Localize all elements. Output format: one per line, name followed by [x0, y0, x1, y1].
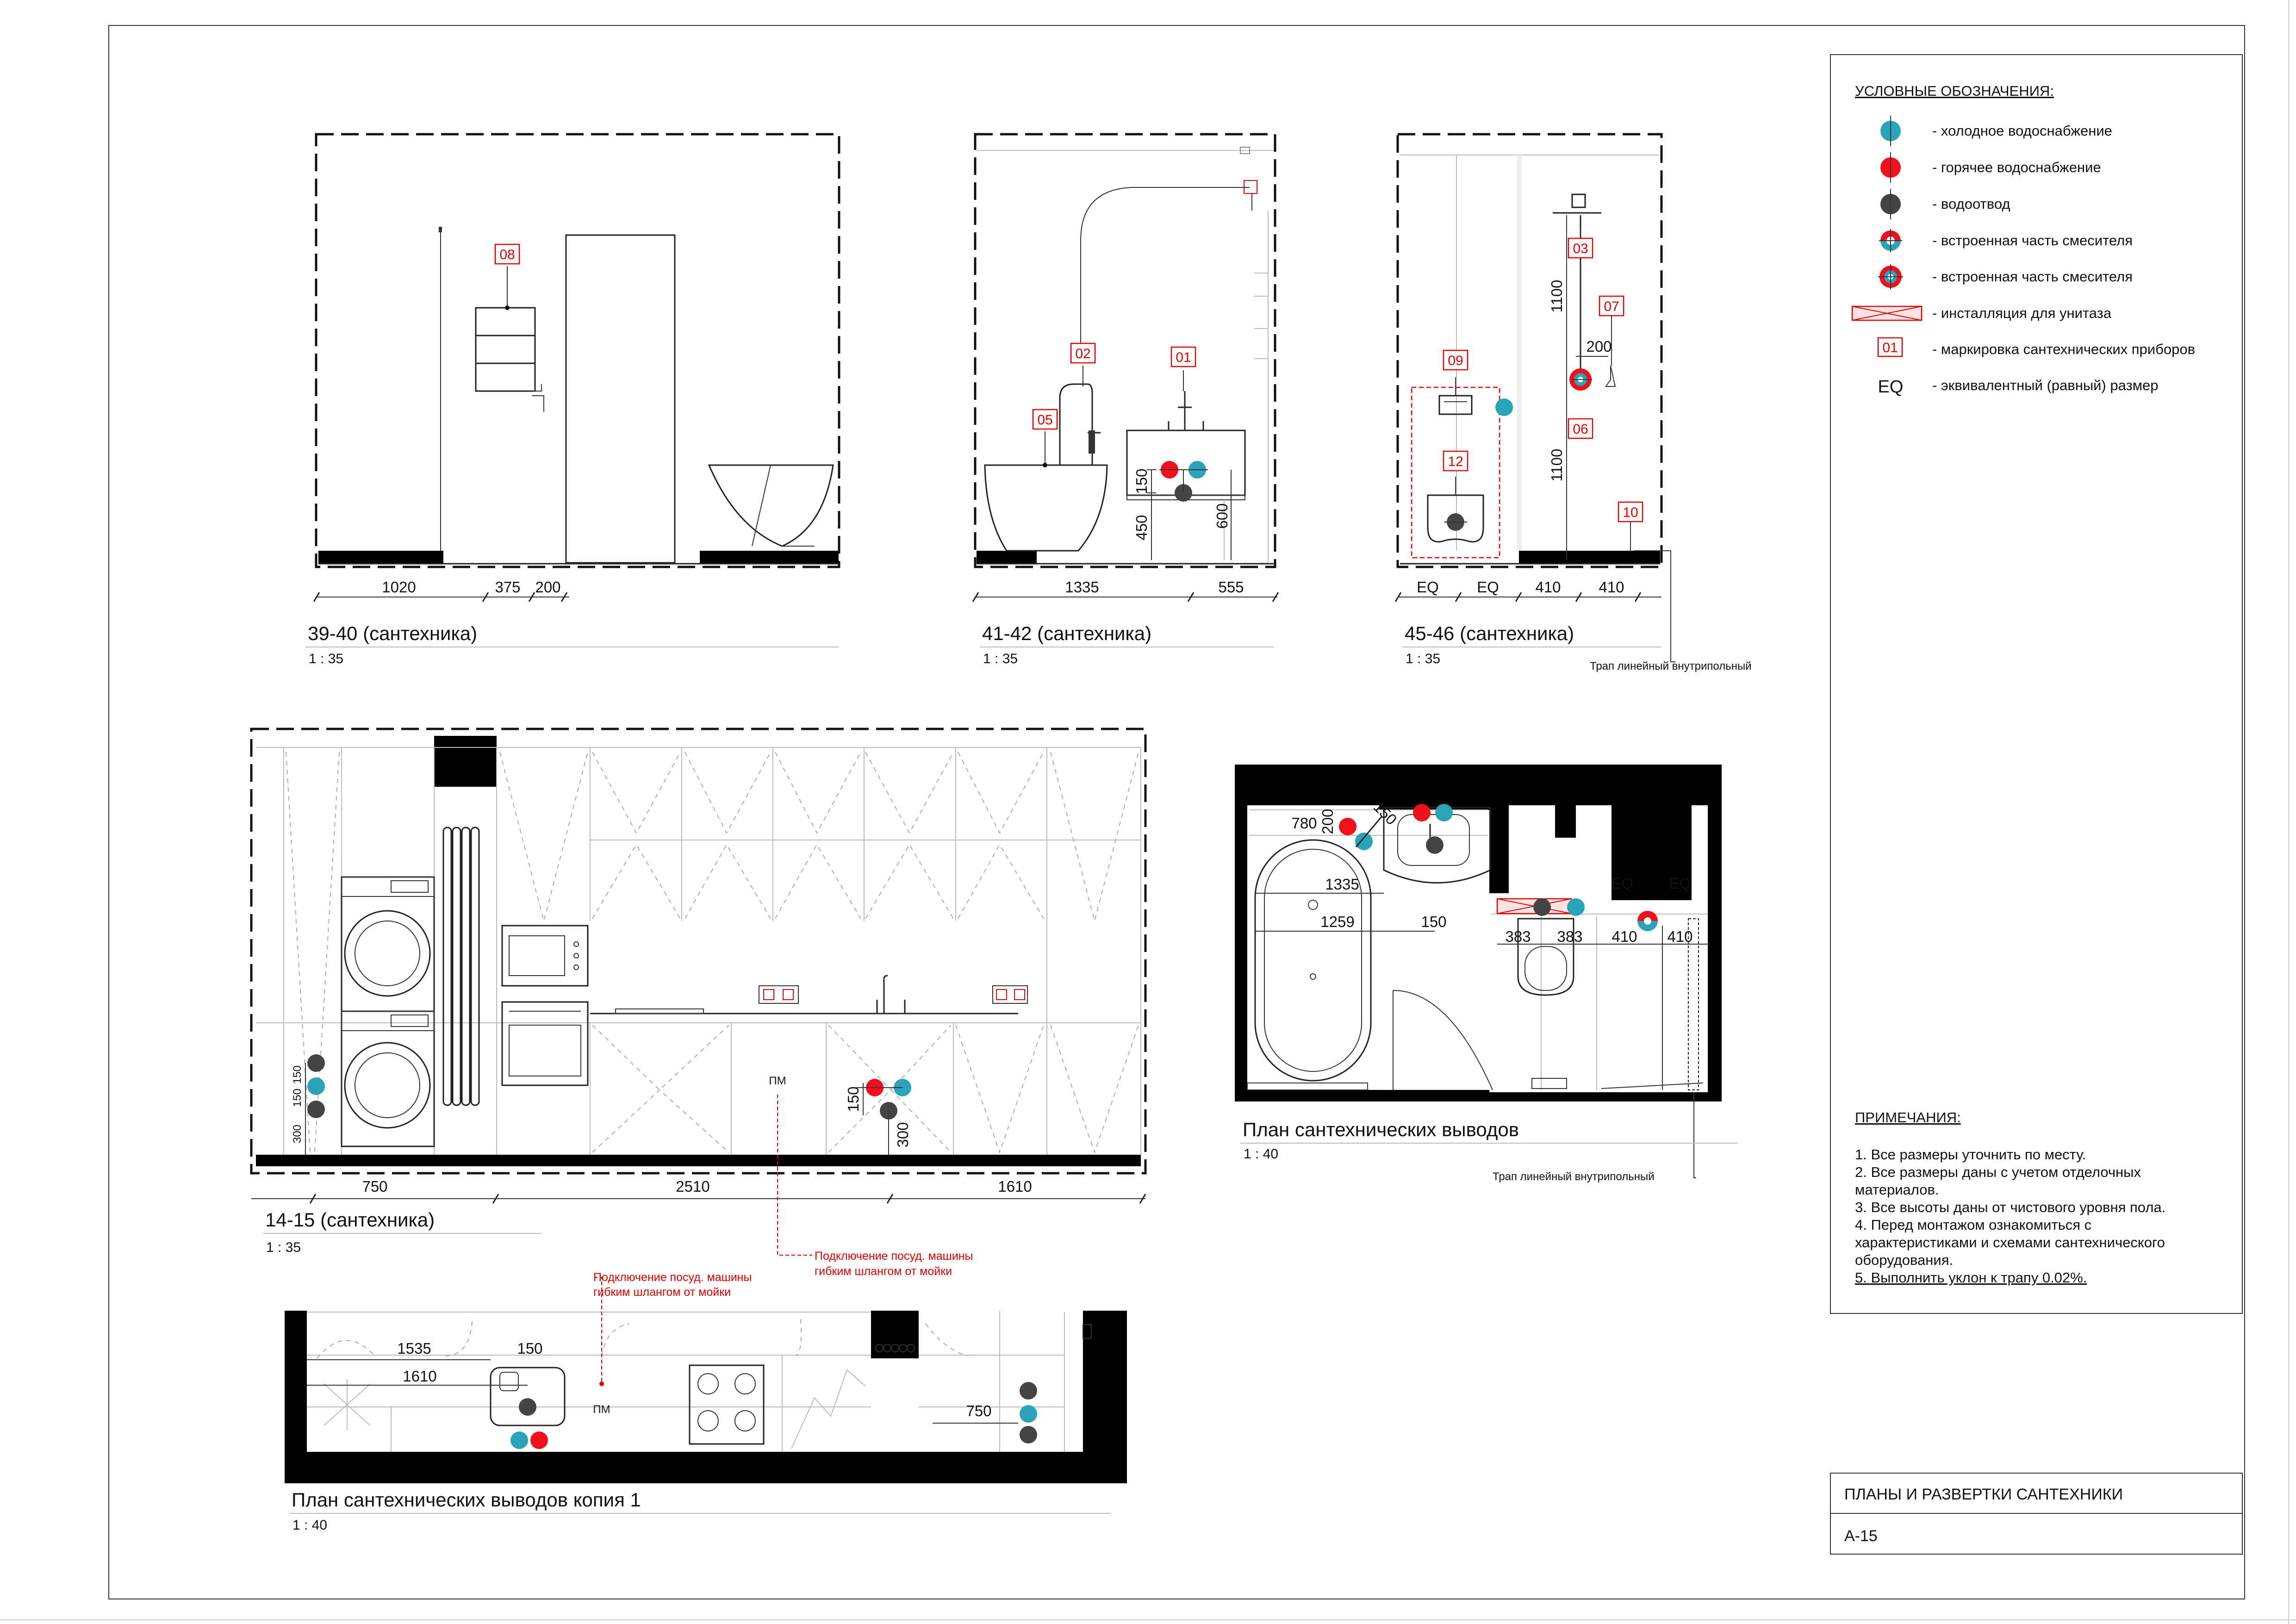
drain-outlet — [1020, 1382, 1037, 1400]
toilet-installation-frame — [1412, 387, 1500, 558]
mixer-full-icon — [1878, 264, 1903, 289]
legend-item-label: - холодное водоснабжение — [1932, 123, 2112, 139]
dimension-label: 300 — [291, 1124, 304, 1144]
drain-outlet — [307, 1101, 325, 1118]
dishwasher-note: Подключение посуд. машины — [815, 1250, 973, 1263]
notes-title: ПРИМЕЧАНИЯ: — [1855, 1109, 1961, 1126]
dimension-label: 200 — [1586, 338, 1612, 355]
dimension-label: 555 — [1218, 579, 1244, 596]
note-line: 5. Выполнить уклон к трапу 0.02%. — [1855, 1269, 2087, 1286]
cold-water-outlet — [510, 1431, 528, 1449]
dimension-label: 780 — [1291, 815, 1317, 832]
title-block — [1830, 1473, 2242, 1554]
view-scale: 1 : 40 — [1244, 1146, 1279, 1162]
hot-water-outlet — [1339, 818, 1356, 835]
legend-item-label: - горячее водоснабжение — [1932, 159, 2101, 175]
bathtub-filler — [1060, 384, 1092, 465]
dimension-label: 1100 — [1548, 448, 1565, 482]
washer-dryer-stack — [342, 877, 434, 1146]
bathtub-side — [985, 465, 1107, 551]
legend-item-label: - инсталляция для унитаза — [1932, 305, 2112, 321]
hot-water-outlet — [530, 1431, 548, 1449]
door — [566, 235, 675, 563]
bathroom-plumbing-plan — [1235, 765, 1738, 1183]
view-title: План сантехнических выводов — [1243, 1119, 1519, 1140]
elevation-41-42 — [973, 134, 1278, 666]
dimension-label: 2510 — [676, 1178, 710, 1195]
dimension-label: 1610 — [403, 1368, 437, 1385]
view-title: 39-40 (сантехника) — [308, 622, 478, 644]
dimension-label: 200 — [535, 579, 561, 596]
cold-water-outlet — [1020, 1405, 1037, 1423]
dimension-label: 300 — [894, 1122, 911, 1148]
view-title: 41-42 (сантехника) — [982, 622, 1152, 644]
dimension-label: 1335 — [1065, 579, 1099, 596]
dimension-label: 150 — [291, 1088, 304, 1108]
dimension-label: 150 — [1421, 913, 1447, 930]
microwave — [502, 926, 588, 986]
dimension-label: 383 — [1557, 928, 1583, 945]
drain-outlet — [519, 1398, 536, 1416]
wall-hung-toilet-side — [709, 465, 833, 546]
dimension-label: 1259 — [1320, 913, 1355, 930]
drain-note: Трап линейный внутрипольный — [1590, 660, 1752, 672]
fixture-tag: 06 — [1573, 422, 1588, 437]
dishwasher-note: гибким шлангом от мойки — [593, 1286, 731, 1299]
power-socket — [759, 986, 798, 1003]
legend-item-label: - эквивалентный (равный) размер — [1932, 377, 2159, 393]
fixture-tag: 03 — [1573, 241, 1588, 256]
legend-panel — [1830, 55, 2242, 1313]
dimension-label: 450 — [1133, 515, 1150, 541]
elevation-14-15 — [251, 729, 1145, 1278]
legend-title: УСЛОВНЫЕ ОБОЗНАЧЕНИЯ: — [1855, 83, 2054, 99]
mixer-half-icon — [1637, 911, 1658, 931]
dimension-label: 750 — [362, 1178, 388, 1195]
door-swing — [1393, 990, 1493, 1090]
dishwasher-note: гибким шлангом от мойки — [815, 1265, 952, 1278]
note-line: 3. Все высоты даны от чистового уровня пола. — [1855, 1199, 2166, 1215]
cold-water-outlet — [1435, 804, 1453, 821]
cold-water-outlet — [307, 1077, 325, 1095]
dishwasher-label: ПМ — [769, 1075, 786, 1087]
svg-text:01: 01 — [1882, 340, 1898, 355]
view-scale: 1 : 35 — [309, 651, 344, 666]
note-line: 4. Перед монтажом ознакомиться с — [1855, 1217, 2092, 1233]
view-title: 14-15 (сантехника) — [265, 1209, 435, 1231]
sheet-title: ПЛАНЫ И РАЗВЕРТКИ САНТЕХНИКИ — [1844, 1486, 2123, 1503]
cooktop-plan — [690, 1365, 764, 1444]
dimension-label: 150 — [291, 1065, 304, 1084]
sheet-number: А-15 — [1844, 1527, 1878, 1545]
toilet-installation-icon — [1852, 306, 1922, 320]
dimension-label: 383 — [1505, 928, 1531, 945]
note-line: материалов. — [1855, 1182, 1939, 1198]
dimension-label: 150 — [1370, 798, 1400, 828]
drain-outlet — [1533, 898, 1551, 916]
fixture-tag: 08 — [499, 247, 515, 262]
dimension-label: 150 — [845, 1086, 862, 1112]
view-title: План сантехнических выводов копия 1 — [292, 1489, 641, 1511]
cold-water-outlet — [1355, 833, 1373, 850]
dimension-label: 1020 — [382, 579, 416, 596]
legend-item-label: - встроенная часть смесителя — [1932, 268, 2133, 285]
dimension-label: 375 — [495, 579, 521, 596]
legend-item-label: - маркировка сантехнических приборов — [1932, 341, 2196, 357]
sheet-frame — [109, 25, 2245, 1599]
note-line: оборудования. — [1855, 1252, 1954, 1268]
dimension-label: 200 — [1319, 809, 1336, 834]
dimension-label: 1335 — [1325, 876, 1359, 893]
drain-outlet — [307, 1054, 325, 1072]
towel-warmer — [476, 308, 535, 391]
drain-outlet — [1020, 1426, 1037, 1444]
dimension-label: EQ — [1611, 875, 1633, 892]
dimension-label: EQ — [1417, 579, 1439, 596]
fixture-tag: 10 — [1623, 505, 1638, 520]
drain-outlet — [1426, 836, 1444, 854]
dimension-label: 1610 — [998, 1178, 1032, 1195]
view-scale: 1 : 35 — [1406, 651, 1441, 666]
oven — [502, 1002, 588, 1085]
dimension-label: 750 — [966, 1402, 992, 1419]
note-line: характеристиками и схемами сантехнического — [1855, 1234, 2165, 1251]
cabinet-grid — [284, 747, 1141, 1155]
dimension-label: EQ — [1669, 875, 1691, 892]
dimension-label: 1100 — [1548, 280, 1565, 313]
hot-water-outlet — [1413, 804, 1431, 821]
elevation-45-46 — [1395, 134, 1752, 672]
mixer-half-icon — [1879, 229, 1902, 252]
legend-item-label: - встроенная часть смесителя — [1932, 232, 2133, 249]
dimension-label: 600 — [1213, 503, 1231, 529]
note-line: 2. Все размеры даны с учетом отделочных — [1855, 1164, 2141, 1180]
view-title: 45-46 (сантехника) — [1405, 622, 1574, 644]
column-radiator — [443, 828, 479, 1105]
cold-water-outlet — [1495, 398, 1513, 416]
fixture-tag: 07 — [1604, 299, 1619, 314]
flush-plate — [1439, 396, 1472, 414]
kitchen-faucet — [877, 976, 905, 1014]
view-scale: 1 : 35 — [983, 651, 1018, 666]
dimension-label: 410 — [1667, 928, 1693, 945]
fixture-tag: 02 — [1075, 346, 1091, 361]
kitchen-sink-plan — [491, 1368, 565, 1425]
fixture-tag: 12 — [1448, 454, 1463, 469]
cold-water-outlet — [1567, 898, 1585, 916]
dimension-label: 150 — [1133, 468, 1150, 494]
note-line: 1. Все размеры уточнить по месту. — [1855, 1146, 2086, 1163]
fixture-tag: 01 — [1176, 350, 1191, 365]
dimension-label: EQ — [1477, 579, 1499, 596]
dimension-label: 1535 — [397, 1340, 431, 1357]
eq-icon: EQ — [1878, 377, 1904, 397]
kitchen-plumbing-plan — [285, 1271, 1127, 1533]
fixture-tag: 09 — [1448, 353, 1463, 368]
drain-note: Трап линейный внутрипольный — [1493, 1170, 1655, 1183]
dishwasher-label: ПМ — [593, 1403, 610, 1416]
power-socket — [993, 986, 1027, 1003]
view-scale: 1 : 35 — [266, 1240, 301, 1255]
dimension-label: 410 — [1599, 579, 1624, 596]
dimension-label: 410 — [1612, 928, 1637, 945]
elevation-39-40 — [305, 134, 839, 666]
fixture-tag-icon — [1878, 338, 1902, 356]
dishwasher-note: Подключение посуд. машины — [593, 1271, 752, 1284]
dimension-label: 410 — [1535, 579, 1561, 596]
shower-hose — [1081, 187, 1250, 354]
legend-item-label: - водоотвод — [1932, 196, 2010, 212]
dimension-label: 150 — [517, 1340, 543, 1357]
fixture-tag: 05 — [1037, 412, 1053, 428]
view-scale: 1 : 40 — [292, 1518, 328, 1533]
